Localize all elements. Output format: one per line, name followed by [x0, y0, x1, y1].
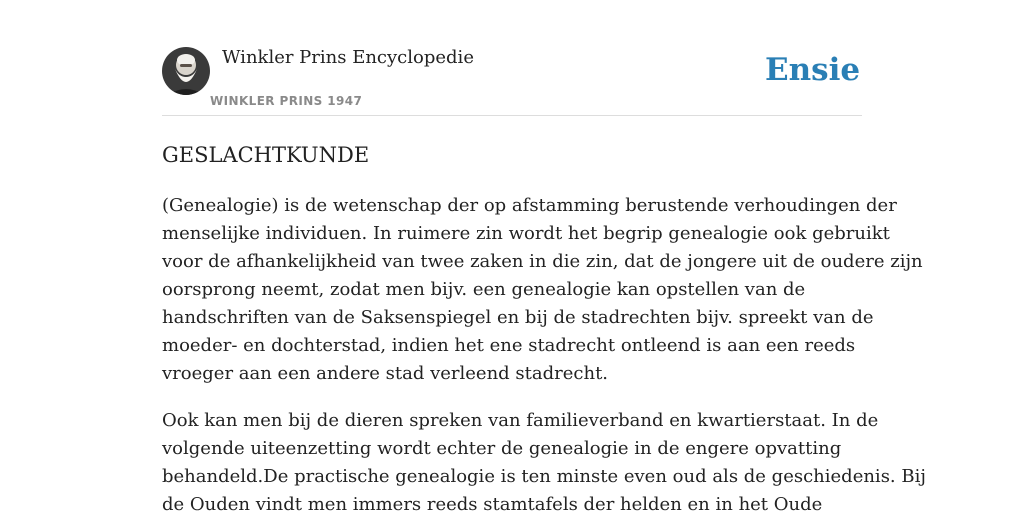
text-line: behandeld.De practische genealogie is ten minste even oud als de geschiedenis. Bij	[162, 466, 926, 487]
bearded-man-portrait-icon	[162, 47, 210, 95]
article-body	[162, 192, 926, 512]
text-line: de Ouden vindt men immers reeds stamtafels der helden en in het Oude	[162, 494, 823, 512]
text-line: moeder- en dochterstad, indien het ene stadrecht ontleend is aan een reeds	[162, 335, 856, 356]
article-title: GESLACHTKUNDE	[162, 143, 370, 167]
header-divider	[162, 115, 862, 116]
text-line: voor de afhankelijkheid van twee zaken in die zin, dat de jongere uit de oudere zijn	[162, 251, 923, 272]
brand-logo[interactable]: Ensie	[765, 52, 861, 88]
text-line: Ook kan men bij de dieren spreken van familieverband en kwartierstaat. In de	[162, 410, 879, 431]
text-line: volgende uiteenzetting wordt echter de genealogie in de engere opvatting	[162, 438, 842, 459]
text-line: (Genealogie) is de wetenschap der op afstamming berustende verhoudingen der	[162, 195, 897, 216]
text-line: oorsprong neemt, zodat men bijv. een genealogie kan opstellen van de	[162, 279, 806, 300]
avatar	[162, 47, 210, 95]
paragraph-1	[162, 192, 923, 388]
text-line: vroeger aan een andere stad verleend stadrecht.	[162, 363, 609, 384]
text-line: handschriften van de Saksenspiegel en bij de stadrechten bijv. spreekt van de	[162, 307, 874, 328]
source-subtitle[interactable]: WINKLER PRINS 1947	[210, 94, 363, 108]
text-line: menselijke individuen. In ruimere zin wordt het begrip genealogie ook gebruikt	[162, 223, 890, 244]
source-title[interactable]: Winkler Prins Encyclopedie	[222, 47, 474, 68]
paragraph-2	[162, 407, 926, 512]
